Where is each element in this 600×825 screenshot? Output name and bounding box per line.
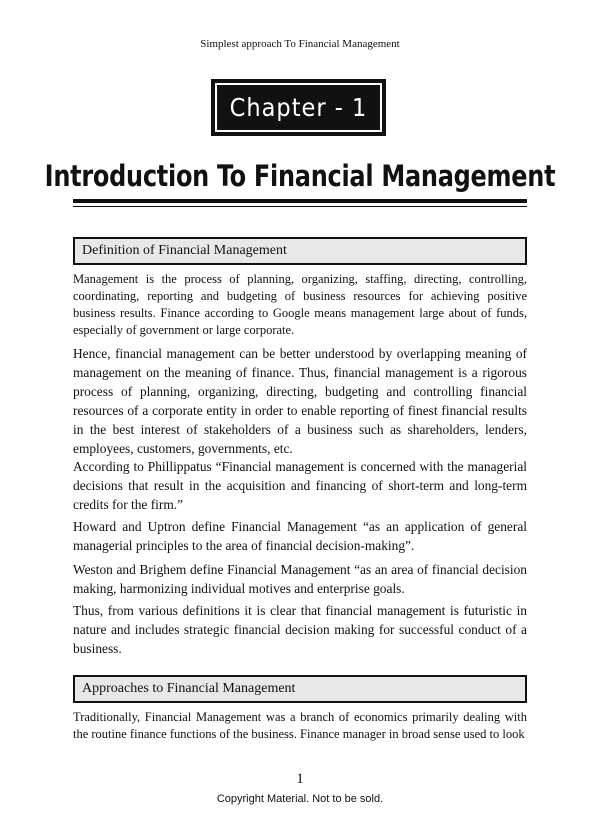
paragraph-definition-5: Weston and Brighem define Financial Management “as an area of financial decision making, harmonizing individual motives and enterprise goals. xyxy=(73,562,527,596)
running-header: Simplest approach To Financial Management xyxy=(200,38,400,50)
section-heading-definition: Definition of Financial Management xyxy=(73,237,527,265)
page-number: 1 xyxy=(296,771,304,787)
title-underline-thin xyxy=(73,206,527,207)
paragraph-definition-4: Howard and Uptron define Financial Management “as an application of general managerial principles to the area of financial decision-making”. xyxy=(73,519,527,553)
copyright-note: Copyright Material. Not to be sold. xyxy=(216,793,384,805)
title-underline-thick xyxy=(73,199,527,203)
paragraph-definition-1: Management is the process of planning, organizing, staffing, directing, controlling, coordinating, reporting and budgeting of business resources for achieving positive business results. Finance according to Google means management large about of funds, especially of government or large corporate. xyxy=(73,272,527,337)
paragraph-definition-3: According to Phillippatus “Financial management is concerned with the managerial decisions that result in the acquisition and financing of short-term and long-term credits for the firm.” xyxy=(73,459,527,512)
section-heading-approaches: Approaches to Financial Management xyxy=(73,675,527,703)
paragraph-definition-6: Thus, from various definitions it is clear that financial management is futuristic in nature and includes strategic financial decision making for successful conduct of a business. xyxy=(73,603,527,656)
page-title: Introduction To Financial Management xyxy=(44,159,556,193)
paragraph-definition-2: Hence, financial management can be better understood by overlapping meaning of management on the meaning of finance. Thus, financial management is a rigorous process of planning, organizing, directing, budgeting and controlling financial resources of a corporate entity in order to enable reporting of finest financial results in the best interest of stakeholders of a business such as shareholders, lenders, employees, customers, governments, etc. xyxy=(73,346,527,456)
chapter-badge: Chapter - 1 xyxy=(211,79,386,136)
paragraph-approaches-1: Traditionally, Financial Management was a branch of economics primarily dealing with the routine finance functions of the business. Finance manager in broad sense used to look xyxy=(73,710,527,741)
